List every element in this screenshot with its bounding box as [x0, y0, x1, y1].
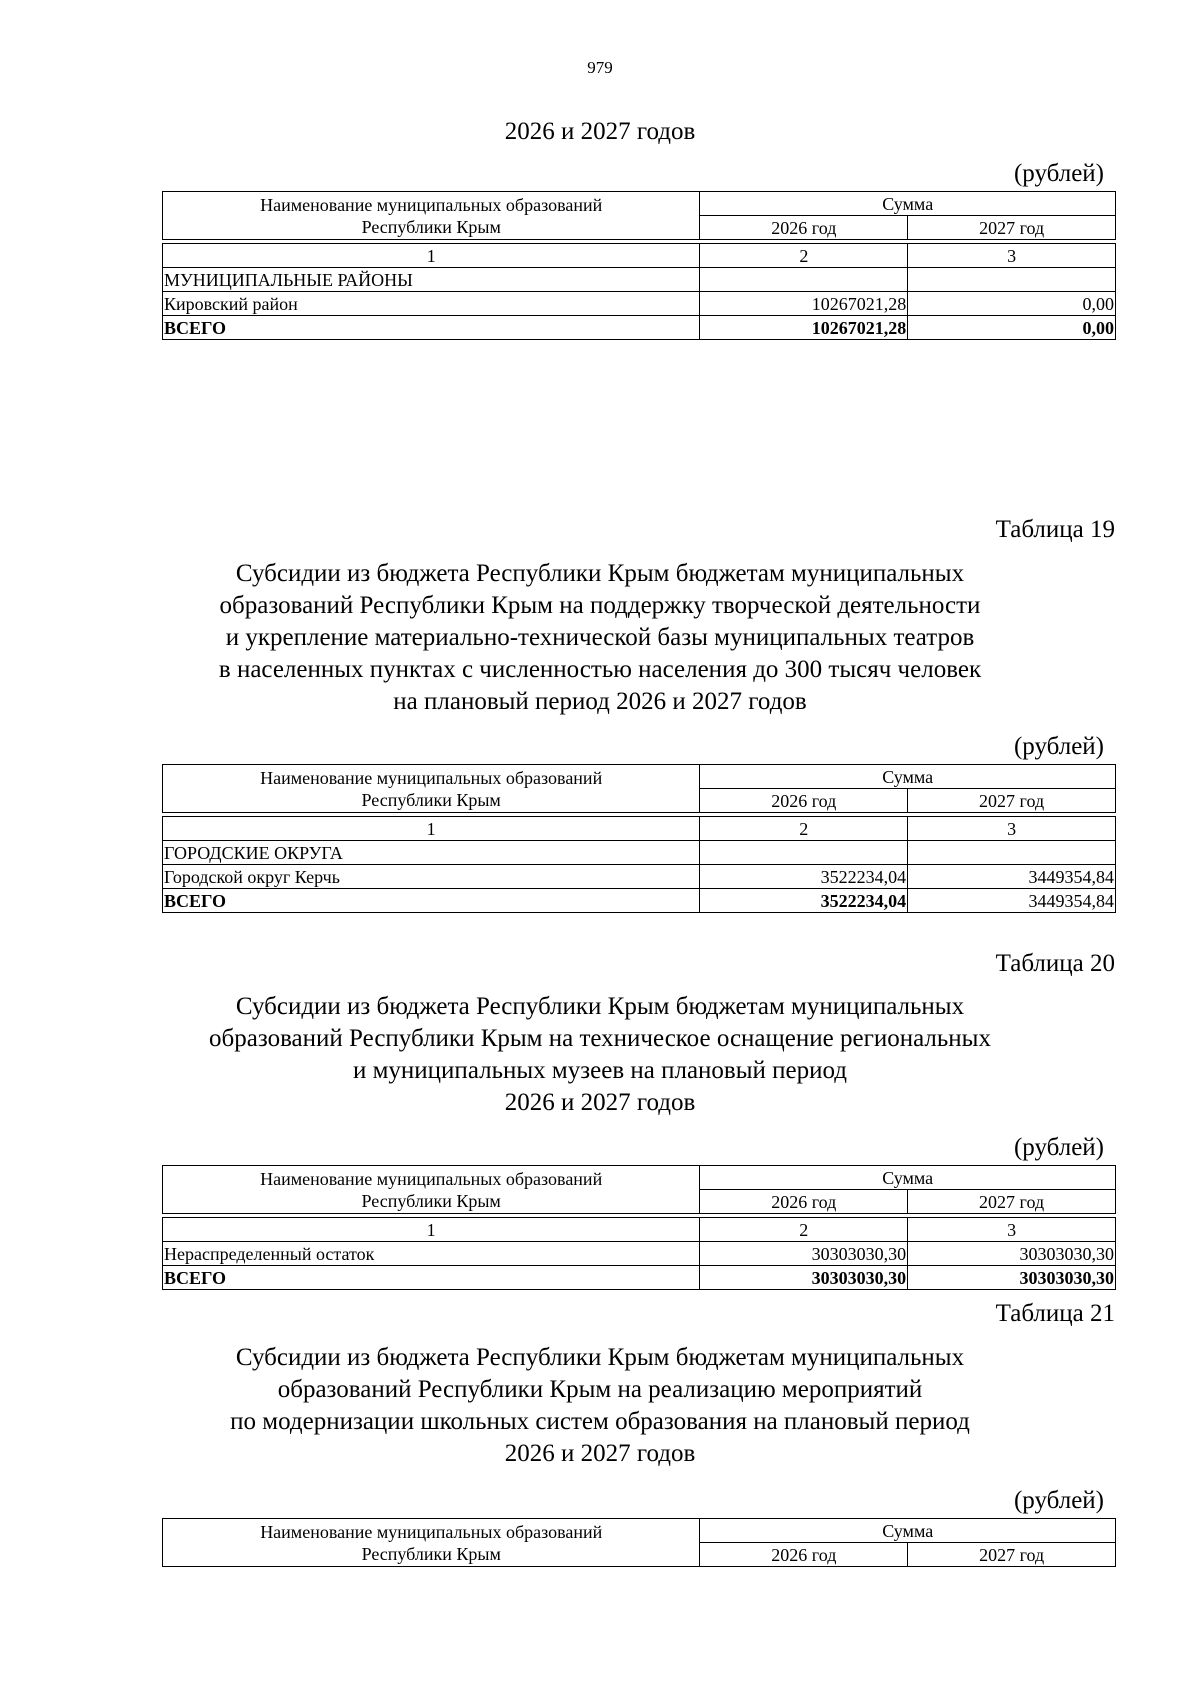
header-2027-cell: 2027 год: [908, 216, 1116, 240]
total-label: ВСЕГО: [163, 889, 700, 913]
header-sum-cell: Сумма: [700, 765, 1116, 789]
header-name-cell: Наименование муниципальных образований Республики Крым: [163, 765, 700, 813]
table-20: [162, 1165, 1116, 1290]
table-21-title: [150, 1342, 1050, 1470]
total-value-2027: 3449354,84: [908, 889, 1116, 913]
table-19: [162, 764, 1116, 913]
row-value-2027: 0,00: [908, 292, 1116, 316]
table-21: [162, 1518, 1116, 1567]
table-21-number: Таблица 21: [995, 1300, 1115, 1327]
unit-label: (рублей): [1013, 1487, 1104, 1514]
index-cell: 2: [700, 244, 908, 268]
total-label: ВСЕГО: [163, 316, 700, 340]
header-sum-cell: Сумма: [700, 1519, 1116, 1543]
index-cell: 3: [908, 1218, 1116, 1242]
title-line: образований Республики Крым на поддержку творческой деятельности: [219, 592, 981, 619]
header-name-cell: Наименование муниципальных образований Республики Крым: [163, 192, 700, 240]
group-row: [163, 841, 1116, 865]
header-2026-cell: 2026 год: [700, 216, 908, 240]
total-value-2027: 30303030,30: [908, 1266, 1116, 1290]
header-2027-cell: 2027 год: [908, 789, 1116, 813]
unit-label: (рублей): [1013, 1134, 1104, 1161]
header-2026-cell: 2026 год: [700, 1543, 908, 1567]
title-line: Субсидии из бюджета Республики Крым бюджетам муниципальных: [235, 560, 965, 587]
table-20-title: [150, 991, 1050, 1119]
unit-label: (рублей): [1013, 733, 1104, 760]
table-20-number: Таблица 20: [995, 950, 1115, 977]
unit-label: (рублей): [1013, 160, 1104, 187]
header-2026-cell: 2026 год: [700, 1190, 908, 1214]
table-row: [163, 1242, 1116, 1266]
row-value-2027: 3449354,84: [908, 865, 1116, 889]
header-sum-cell: Сумма: [700, 1166, 1116, 1190]
index-cell: 1: [163, 817, 700, 841]
header-2026-cell: 2026 год: [700, 789, 908, 813]
total-label: ВСЕГО: [163, 1266, 700, 1290]
title-line: на плановый период 2026 и 2027 годов: [393, 688, 807, 715]
title-line: в населенных пунктах с численностью населения до 300 тысяч человек: [218, 656, 982, 683]
header-name-cell: Наименование муниципальных образований Республики Крым: [163, 1166, 700, 1214]
header-2027-cell: 2027 год: [908, 1190, 1116, 1214]
row-value-2027: 30303030,30: [908, 1242, 1116, 1266]
total-row: [163, 316, 1116, 340]
header-sum-cell: Сумма: [700, 192, 1116, 216]
index-cell: 1: [163, 1218, 700, 1242]
table-top-block: [162, 191, 1116, 340]
index-cell: 2: [700, 1218, 908, 1242]
total-row: [163, 889, 1116, 913]
title-line: 2026 и 2027 годов: [504, 1089, 696, 1116]
title-line: по модернизации школьных систем образования на плановый период: [230, 1408, 970, 1435]
row-name: Городской округ Керчь: [163, 865, 700, 889]
index-cell: 2: [700, 817, 908, 841]
group-label: МУНИЦИПАЛЬНЫЕ РАЙОНЫ: [163, 268, 700, 292]
header-name-cell: Наименование муниципальных образований Республики Крым: [163, 1519, 700, 1567]
row-name: Нераспределенный остаток: [163, 1242, 700, 1266]
row-value-2026: 10267021,28: [700, 292, 908, 316]
total-value-2026: 10267021,28: [700, 316, 908, 340]
title-line: и муниципальных музеев на плановый период: [352, 1057, 848, 1084]
index-cell: 3: [908, 817, 1116, 841]
row-value-2026: 3522234,04: [700, 865, 908, 889]
heading-line: 2026 и 2027 годов: [504, 118, 696, 145]
title-line: Субсидии из бюджета Республики Крым бюджетам муниципальных: [235, 993, 965, 1020]
total-value-2026: 30303030,30: [700, 1266, 908, 1290]
row-value-2026: 30303030,30: [700, 1242, 908, 1266]
header-2027-cell: 2027 год: [908, 1543, 1116, 1567]
total-value-2027: 0,00: [908, 316, 1116, 340]
table-row: [163, 865, 1116, 889]
table-row: [163, 292, 1116, 316]
total-row: [163, 1266, 1116, 1290]
total-value-2026: 3522234,04: [700, 889, 908, 913]
title-line: образований Республики Крым на техническое оснащение региональных: [209, 1025, 991, 1052]
index-cell: 3: [908, 244, 1116, 268]
title-line: и укрепление материально-технической базы муниципальных театров: [225, 624, 975, 651]
title-line: образований Республики Крым на реализацию мероприятий: [277, 1376, 923, 1403]
heading-tail: [150, 116, 1050, 148]
group-row: [163, 268, 1116, 292]
table-19-title: [150, 558, 1050, 718]
row-name: Кировский район: [163, 292, 700, 316]
title-line: Субсидии из бюджета Республики Крым бюджетам муниципальных: [235, 1344, 965, 1371]
page-number: 979: [587, 58, 613, 77]
table-19-number: Таблица 19: [995, 516, 1115, 543]
title-line: 2026 и 2027 годов: [504, 1440, 696, 1467]
group-label: ГОРОДСКИЕ ОКРУГА: [163, 841, 700, 865]
index-cell: 1: [163, 244, 700, 268]
